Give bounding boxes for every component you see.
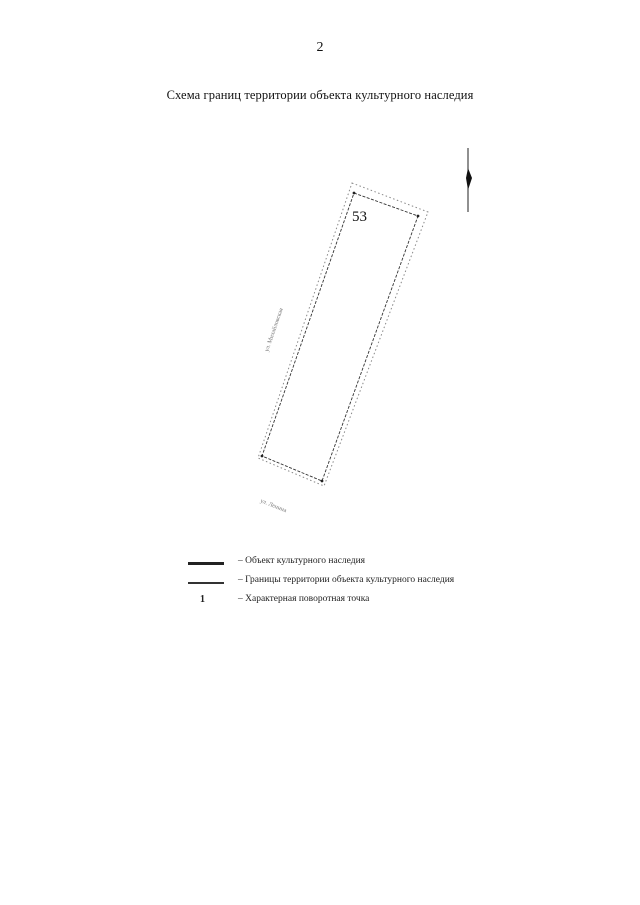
scheme-title: Схема границ территории объекта культурного наследия xyxy=(166,88,474,102)
territory-boundary xyxy=(258,183,428,486)
legend-line-object xyxy=(188,562,224,565)
legend-point-symbol: 1 xyxy=(200,594,205,605)
legend-text: – Характерная поворотная точка xyxy=(238,594,370,604)
page-number: 2 xyxy=(316,40,324,55)
north-arrow-icon xyxy=(466,148,472,212)
corner-points xyxy=(261,192,420,483)
lot-number: 53 xyxy=(352,209,367,225)
street-label-1: ул. Михайловская xyxy=(264,307,285,353)
legend-line-boundary xyxy=(188,582,224,584)
object-boundary xyxy=(262,193,418,481)
legend-text: – Объект культурного наследия xyxy=(238,556,366,566)
legend-text: – Границы территории объекта культурного наследия xyxy=(238,575,455,585)
street-label-2: ул. Ленина xyxy=(259,498,288,515)
